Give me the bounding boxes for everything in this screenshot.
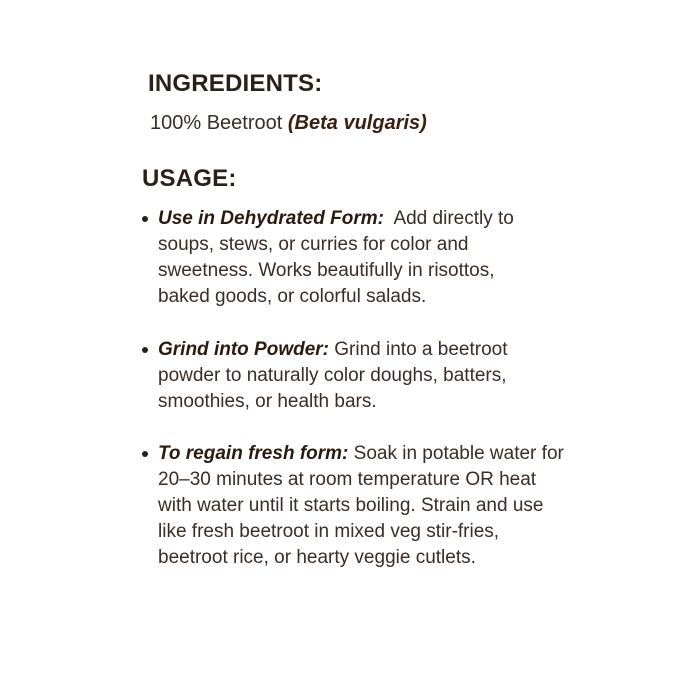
ingredients-heading: INGREDIENTS: xyxy=(148,70,323,97)
ingredients-item: 100% Beetroot xyxy=(150,112,283,134)
ingredients-line xyxy=(150,110,427,136)
usage-item-line xyxy=(158,337,618,363)
usage-item-line: powder to naturally color doughs, batters, xyxy=(158,365,507,386)
usage-item-text xyxy=(158,337,618,415)
bullet-icon xyxy=(142,451,148,457)
ingredients-latin-name: (Beta vulgaris) xyxy=(287,112,427,134)
usage-heading: USAGE: xyxy=(142,165,237,192)
usage-item-line: beetroot rice, or hearty veggie cutlets. xyxy=(158,547,476,568)
usage-item-line: baked goods, or colorful salads. xyxy=(158,286,427,307)
bullet-icon xyxy=(142,347,148,353)
usage-item-lead: Grind into Powder: xyxy=(158,339,329,360)
usage-item-dehydrated xyxy=(142,206,618,310)
usage-item-text xyxy=(158,441,618,571)
usage-item-powder xyxy=(142,337,618,415)
usage-item-line: like fresh beetroot in mixed veg stir-fries, xyxy=(158,521,500,542)
usage-item-line: sweetness. Works beautifully in risottos, xyxy=(158,260,495,281)
usage-item-line-text: Add directly to xyxy=(383,208,514,229)
usage-item-text xyxy=(158,206,618,310)
usage-item-line xyxy=(158,206,618,232)
usage-item-line: soups, stews, or curries for color and xyxy=(158,234,469,255)
usage-item-line-text: Grind into a beetroot xyxy=(329,339,508,360)
usage-item-lead: Use in Dehydrated Form: xyxy=(158,208,384,229)
bullet-icon xyxy=(142,216,148,222)
usage-item-line: 20–30 minutes at room temperature OR heat xyxy=(158,469,537,490)
usage-item-line: smoothies, or health bars. xyxy=(158,391,377,412)
usage-item-fresh-form xyxy=(142,441,618,571)
usage-item-line: with water until it starts boiling. Strain and use xyxy=(158,495,544,516)
usage-item-line xyxy=(158,441,618,467)
usage-item-line-text: Soak in potable water for xyxy=(348,443,564,464)
usage-item-lead: To regain fresh form: xyxy=(158,443,349,464)
